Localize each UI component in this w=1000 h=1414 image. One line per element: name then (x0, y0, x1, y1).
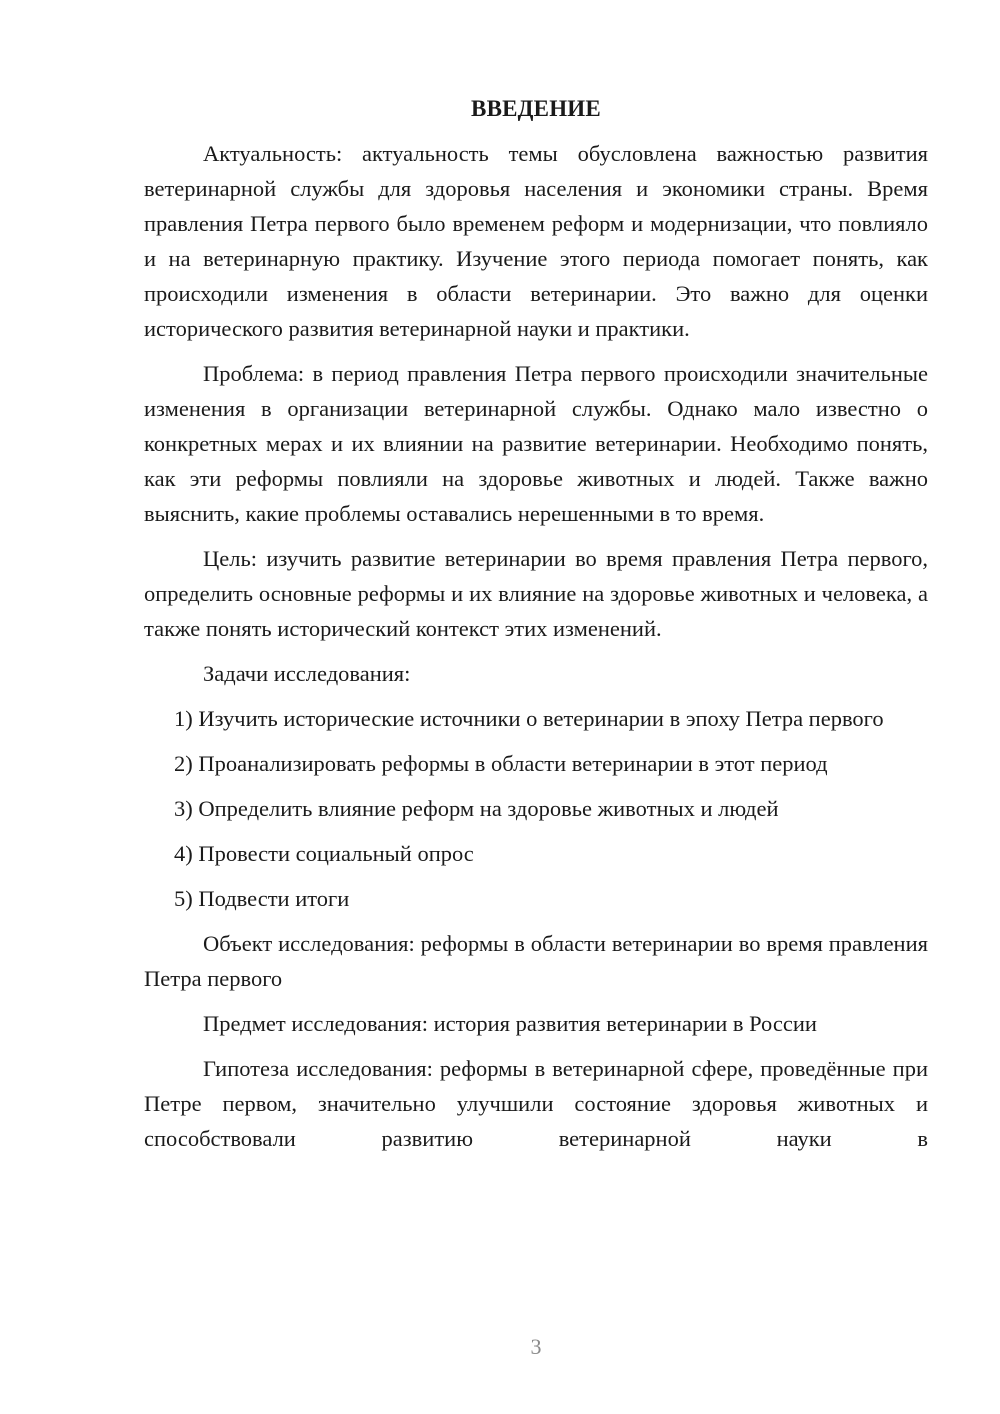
tasks-heading: Задачи исследования: (203, 661, 411, 686)
task-item-5: 5) Подвести итоги (174, 886, 350, 911)
task-item-1: 1) Изучить исторические источники о ветеринарии в эпоху Петра первого (174, 706, 884, 731)
object-paragraph: Объект исследования: реформы в области ветеринарии во время правления Петра первого (144, 931, 928, 991)
task-item-3: 3) Определить влияние реформ на здоровье животных и людей (174, 796, 779, 821)
problem-paragraph: Проблема: в период правления Петра первого происходили значительные изменения в организации ветеринарной службы. Однако мало известно о конкретных мерах и их влиянии на развитие ветеринарии. Необходимо понять, как эти реформы повлияли на здоровье животных и людей. Также важно выяснить, какие проблемы оставались нерешенными в то время. (144, 361, 928, 526)
relevance-paragraph: Актуальность: актуальность темы обусловлена важностью развития ветеринарной службы для здоровья населения и экономики страны. Время правления Петра первого было временем реформ и модернизации, что повлияло и на ветеринарную практику. Изучение этого периода помогает понять, как происходили изменения в области ветеринарии. Это важно для оценки исторического развития ветеринарной науки и практики. (144, 141, 928, 341)
page-number: 3 (530, 1334, 542, 1359)
subject-paragraph: Предмет исследования: история развития ветеринарии в России (203, 1011, 817, 1036)
page-title: ВВЕДЕНИЕ (471, 96, 601, 121)
task-item-2: 2) Проанализировать реформы в области ветеринарии в этот период (174, 751, 828, 776)
goal-paragraph: Цель: изучить развитие ветеринарии во время правления Петра первого, определить основные реформы и их влияние на здоровье животных и человека, а также понять исторический контекст этих изменений. (144, 546, 928, 641)
task-item-4: 4) Провести социальный опрос (174, 841, 474, 866)
document-page (144, 92, 928, 1156)
hypothesis-paragraph: Гипотеза исследования: реформы в ветеринарной сфере, проведённые при Петре первом, значительно улучшили состояние здоровья животных и способствовали развитию ветеринарной науки в (144, 1056, 928, 1151)
